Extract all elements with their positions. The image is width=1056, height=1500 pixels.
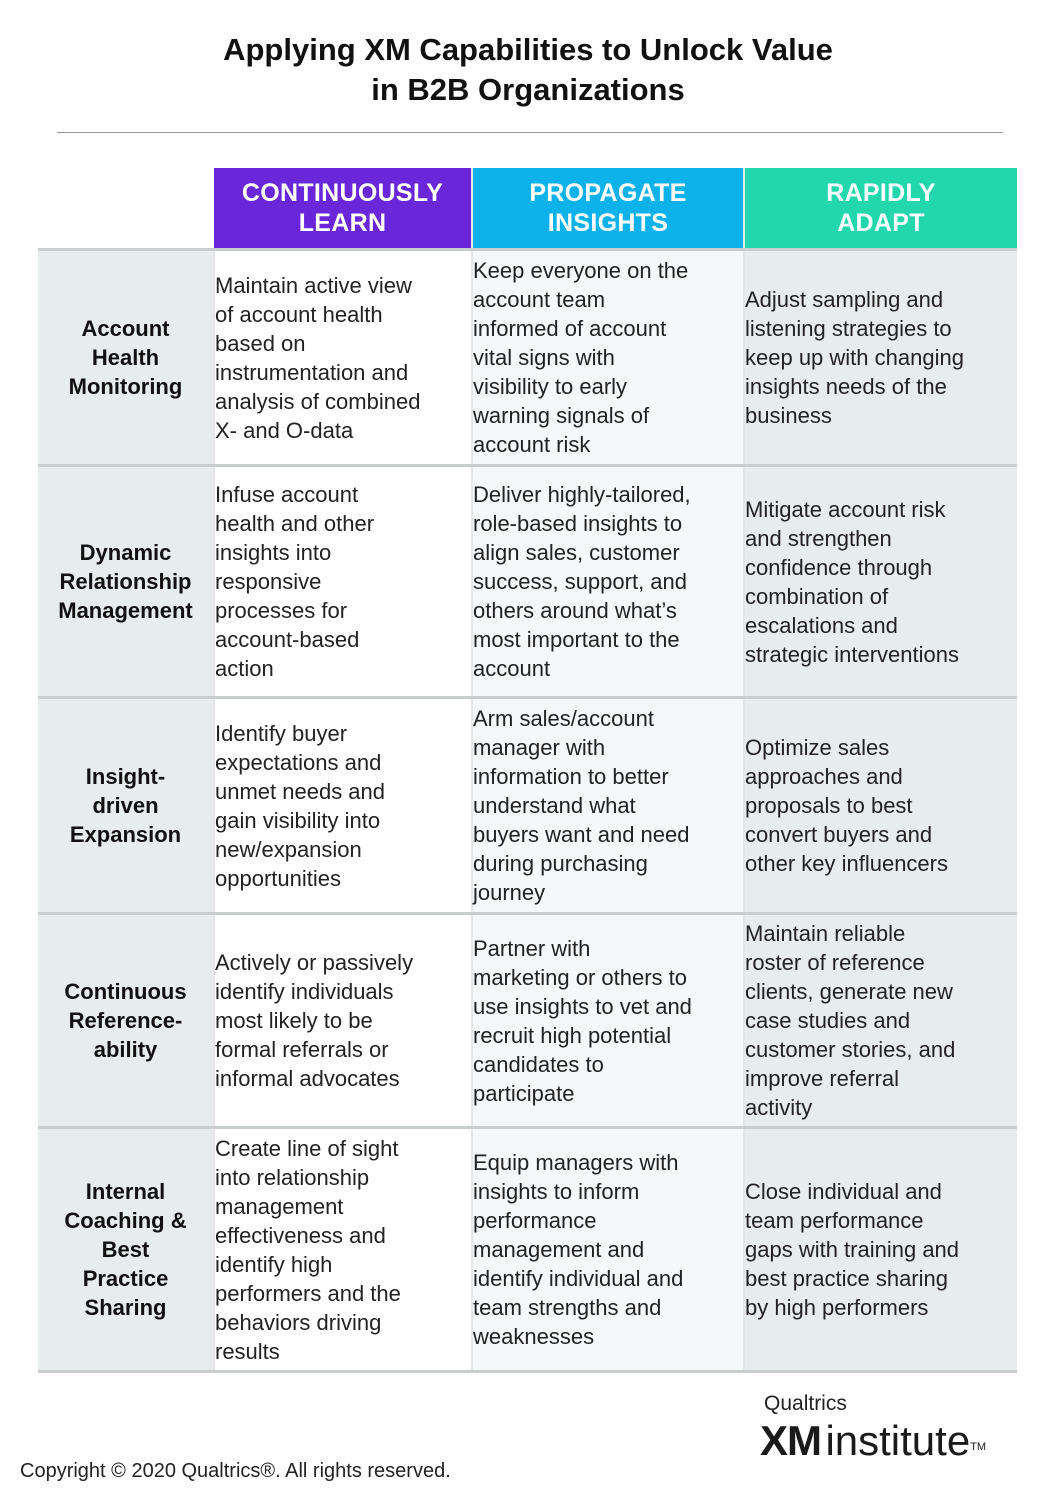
cell-text-line: Maintain active view [215,272,412,298]
cell-text-line: Close individual and [745,1179,942,1204]
header-line: PROPAGATE [529,179,687,207]
row-label-line: ability [93,1037,158,1062]
row-label [38,1128,214,1372]
cell-text-line: account team [473,287,606,312]
cell-text-line: Maintain reliable [745,921,906,946]
title-line-1: Applying XM Capabilities to Unlock Value [223,32,833,67]
cell-text-line: buyers want and need [473,822,690,847]
cell-text-line: manager with [473,735,606,760]
cell-text-line: Create line of sight [215,1135,399,1161]
cell-text-line: approaches and [745,764,903,789]
table-row [38,1128,1017,1372]
logo-trademark: TM [970,1441,987,1453]
cell-rapidly-adapt [744,250,1017,466]
row-label-line: Account [81,316,170,341]
row-label-line: Monitoring [68,374,183,399]
cell-text-line: gaps with training and [745,1237,960,1262]
title-divider [57,132,1003,133]
cell-text-line: strategic interventions [745,641,959,667]
cell-continuously-learn [214,250,472,466]
cell-text-line: insights to inform [473,1179,640,1204]
row-label [38,250,214,466]
cell-text-line: customer stories, and [745,1037,956,1062]
row-label-line: Insight- [85,764,166,789]
header-line: INSIGHTS [547,209,669,237]
cell-text-line: information to better [473,764,669,789]
cell-text-line: informed of account [473,316,667,341]
cell-text-line: understand what [473,793,636,818]
cell-text-line: Infuse account [215,482,359,507]
xm-institute-logo [760,1392,1030,1472]
cell-text-line: keep up with changing [745,345,964,370]
cell-text-line: marketing or others to [473,964,687,990]
cell-text-line: improve referral [745,1066,900,1091]
cell-text-line: team performance [745,1208,924,1233]
cell-text-line: new/expansion [215,836,362,862]
cell-text-line: insights needs of the [745,374,947,399]
row-label-line: Internal [85,1179,166,1204]
cell-continuously-learn [214,1128,472,1372]
cell-text-line: candidates to [473,1051,604,1077]
cell-text-line: action [215,656,274,681]
cell-text-line: warning signals of [473,403,650,428]
logo-qualtrics-text: Qualtrics [764,1392,847,1415]
cell-text-line: gain visibility into [215,807,381,833]
cell-continuously-learn [214,466,472,698]
cell-text-line: Equip managers with [473,1150,679,1175]
cell-text-line: Actively or passively [215,950,414,975]
cell-text-line: health and other [215,511,375,536]
row-label-line: Reference- [68,1008,183,1033]
copyright-notice: Copyright © 2020 Qualtrics®. All rights reserved. [20,1460,451,1482]
cell-text-line: identify high [215,1251,333,1277]
cell-text-line: Deliver highly-tailored, [473,482,691,507]
row-label-line: driven [92,793,159,818]
row-label-line: Coaching & [64,1208,187,1233]
cell-text-line: account [473,656,551,681]
cell-text-line: confidence through [745,554,933,580]
cell-text-line: results [215,1338,280,1364]
capabilities-table [38,168,1017,1373]
header-line: CONTINUOUSLY [241,179,444,207]
cell-text-line: combination of [745,583,889,609]
cell-text-line: team strengths and [473,1295,662,1320]
cell-text-line: activity [745,1095,813,1120]
cell-text-line: responsive [215,569,322,594]
header-row [38,168,1017,250]
cell-text-line: Identify buyer [215,720,348,746]
cell-text-line: behaviors driving [215,1309,382,1335]
cell-text-line: into relationship [215,1164,370,1190]
cell-text-line: journey [473,880,546,905]
header-line: LEARN [298,209,387,237]
cell-propagate-insights [472,914,744,1128]
cell-text-line: account risk [473,432,591,457]
cell-text-line: and strengthen [745,525,892,551]
cell-text-line: during purchasing [473,851,648,876]
cell-continuously-learn [214,698,472,914]
cell-text-line: identify individuals [215,979,394,1004]
row-label-line: Health [91,345,160,370]
row-label-line: Practice [82,1266,169,1291]
cell-text-line: informal advocates [215,1066,400,1091]
cell-text-line: Keep everyone on the [473,258,689,283]
cell-text-line: convert buyers and [745,822,933,847]
cell-rapidly-adapt [744,698,1017,914]
cell-continuously-learn [214,914,472,1128]
cell-text-line: Optimize sales [745,735,890,760]
cell-text-line: X- and O-data [215,417,354,443]
cell-text-line: role-based insights to [473,511,683,536]
header-continuously-learn [214,168,472,250]
header-line: RAPIDLY [826,179,936,207]
cell-propagate-insights [472,698,744,914]
cell-text-line: listening strategies to [745,316,952,341]
cell-text-line: Adjust sampling and [745,287,944,312]
cell-text-line: analysis of combined [215,388,421,414]
cell-text-line: performance [473,1208,597,1233]
cell-text-line: clients, generate new [745,979,953,1004]
row-label [38,698,214,914]
cell-rapidly-adapt [744,914,1017,1128]
cell-text-line: performers and the [215,1280,401,1306]
cell-text-line: visibility to early [473,374,628,399]
cell-text-line: management [215,1193,344,1219]
cell-text-line: case studies and [745,1008,911,1033]
table-row [38,250,1017,466]
header-line: ADAPT [837,209,925,237]
cell-text-line: roster of reference [745,950,925,975]
title-line-2: in B2B Organizations [371,72,685,107]
row-label-line: Relationship [59,569,192,594]
cell-text-line: based on [215,330,306,356]
cell-text-line: by high performers [745,1295,929,1320]
row-label-line: Continuous [64,979,187,1004]
row-label-line: Best [101,1237,150,1262]
cell-text-line: other key influencers [745,851,948,876]
table-row [38,698,1017,914]
cell-text-line: business [745,403,832,428]
cell-text-line: others around what’s [473,598,677,623]
header-rapidly-adapt [744,168,1017,250]
cell-text-line: processes for [215,598,348,623]
row-label [38,914,214,1128]
logo-xm-text: XM [760,1417,821,1464]
cell-text-line: expectations and [215,749,382,775]
cell-text-line: best practice sharing [745,1266,948,1291]
cell-text-line: most likely to be [215,1008,373,1033]
row-label-line: Sharing [84,1295,167,1320]
cell-text-line: proposals to best [745,793,913,818]
cell-text-line: participate [473,1080,575,1106]
cell-propagate-insights [472,1128,744,1372]
cell-text-line: unmet needs and [215,778,386,804]
cell-text-line: of account health [215,301,383,327]
row-label-line: Management [58,598,193,623]
cell-text-line: management and [473,1237,645,1262]
logo-wordmark [760,1416,986,1476]
header-blank [38,168,214,250]
logo-institute-text: institute [825,1417,971,1464]
cell-text-line: opportunities [215,865,341,891]
row-label-line: Expansion [69,822,182,847]
row-label [38,466,214,698]
cell-text-line: Mitigate account risk [745,496,946,522]
cell-rapidly-adapt [744,1128,1017,1372]
cell-text-line: vital signs with [473,345,615,370]
page-title [0,30,1056,110]
cell-text-line: escalations and [745,612,898,638]
cell-text-line: formal referrals or [215,1037,389,1062]
cell-propagate-insights [472,250,744,466]
cell-text-line: most important to the [473,627,680,652]
cell-text-line: weaknesses [473,1324,595,1349]
cell-text-line: instrumentation and [215,359,409,385]
header-propagate-insights [472,168,744,250]
cell-text-line: align sales, customer [473,540,680,565]
cell-propagate-insights [472,466,744,698]
table-row [38,466,1017,698]
cell-text-line: effectiveness and [215,1222,386,1248]
cell-text-line: recruit high potential [473,1022,672,1048]
cell-text-line: insights into [215,540,332,565]
cell-text-line: identify individual and [473,1266,684,1291]
cell-text-line: use insights to vet and [473,993,692,1019]
cell-text-line: account-based [215,627,360,652]
cell-text-line: success, support, and [473,569,688,594]
table-row [38,914,1017,1128]
table-body [38,250,1017,1372]
cell-rapidly-adapt [744,466,1017,698]
cell-text-line: Arm sales/account [473,706,654,731]
cell-text-line: Partner with [473,935,591,961]
row-label-line: Dynamic [79,540,172,565]
